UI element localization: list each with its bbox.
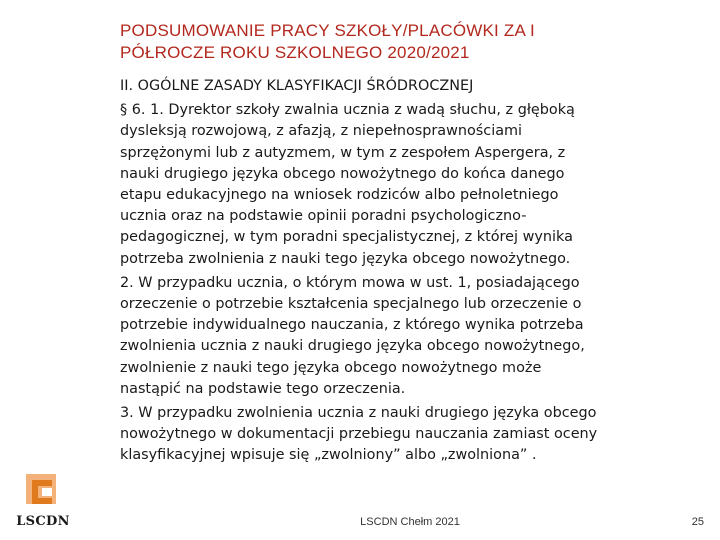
paragraph-line: potrzeba zwolnienia z nauki tego języka obcego nowożytnego. [120, 250, 571, 267]
slide-left-bar [0, 0, 5, 540]
paragraph-line: orzeczenie o potrzebie kształcenia specjalnego lub orzeczenie o [120, 296, 582, 313]
paragraph-line: nowożytnego w dokumentacji przebiegu nauczania zamiast oceny [120, 426, 598, 443]
paragraph-line: zwolnienie z nauki tego języka obcego nowożytnego może [120, 359, 542, 376]
slide-title [120, 20, 680, 64]
lscdn-logo [8, 468, 78, 532]
logo-text: LSCDN [16, 514, 70, 529]
paragraph-line: sprzężonymi lub z autyzmem, w tym z zespołem Aspergera, z [120, 144, 566, 161]
page-number: 25 [691, 516, 704, 528]
paragraph-line: zwolnienia ucznia z nauki drugiego języka obcego nowożytnego, [120, 338, 585, 355]
paragraph-line: klasyfikacyjnej wpisuje się „zwolniony” albo „zwolniona” . [120, 447, 537, 464]
logo-square-inner [42, 488, 52, 496]
paragraph-line: nastąpić na podstawie tego orzeczenia. [120, 380, 406, 397]
paragraph-3 [120, 403, 700, 467]
slide-title-line-2: PÓŁROCZE ROKU SZKOLNEGO 2020/2021 [120, 43, 470, 62]
paragraph-line: nauki drugiego języka obcego nowożytnego do końca danego [120, 165, 565, 182]
paragraph-2 [120, 273, 700, 400]
paragraph-line: 3. W przypadku zwolnienia ucznia z nauki drugiego języka obcego [120, 405, 597, 422]
paragraph-line: etapu edukacyjnego na wniosek rodziców albo pełnoletniego [120, 187, 559, 204]
paragraph-line: 2. W przypadku ucznia, o którym mowa w ust. 1, posiadającego [120, 274, 580, 291]
slide-body [120, 76, 700, 467]
slide-title-line-1: PODSUMOWANIE PRACY SZKOŁY/PLACÓWKI ZA I [120, 21, 535, 40]
paragraph-line: potrzebie indywidualnego nauczania, z którego wynika potrzeba [120, 317, 584, 334]
paragraph-line: dysleksją rozwojową, z afazją, z niepełnosprawnościami [120, 123, 523, 140]
paragraph-1 [120, 100, 700, 270]
footer-text: LSCDN Chełm 2021 [360, 516, 460, 528]
paragraph-line: ucznia oraz na podstawie opinii poradni psychologiczno- [120, 208, 527, 225]
lscdn-logo-icon [8, 468, 78, 514]
section-heading: II. OGÓLNE ZASADY KLASYFIKACJI ŚRÓDROCZNEJ [120, 78, 474, 94]
paragraph-line: § 6. 1. Dyrektor szkoły zwalnia ucznia z wadą słuchu, z głęboką [120, 102, 575, 119]
paragraph-line: pedagogicznej, w tym poradni specjalistycznej, z której wynika [120, 229, 573, 246]
